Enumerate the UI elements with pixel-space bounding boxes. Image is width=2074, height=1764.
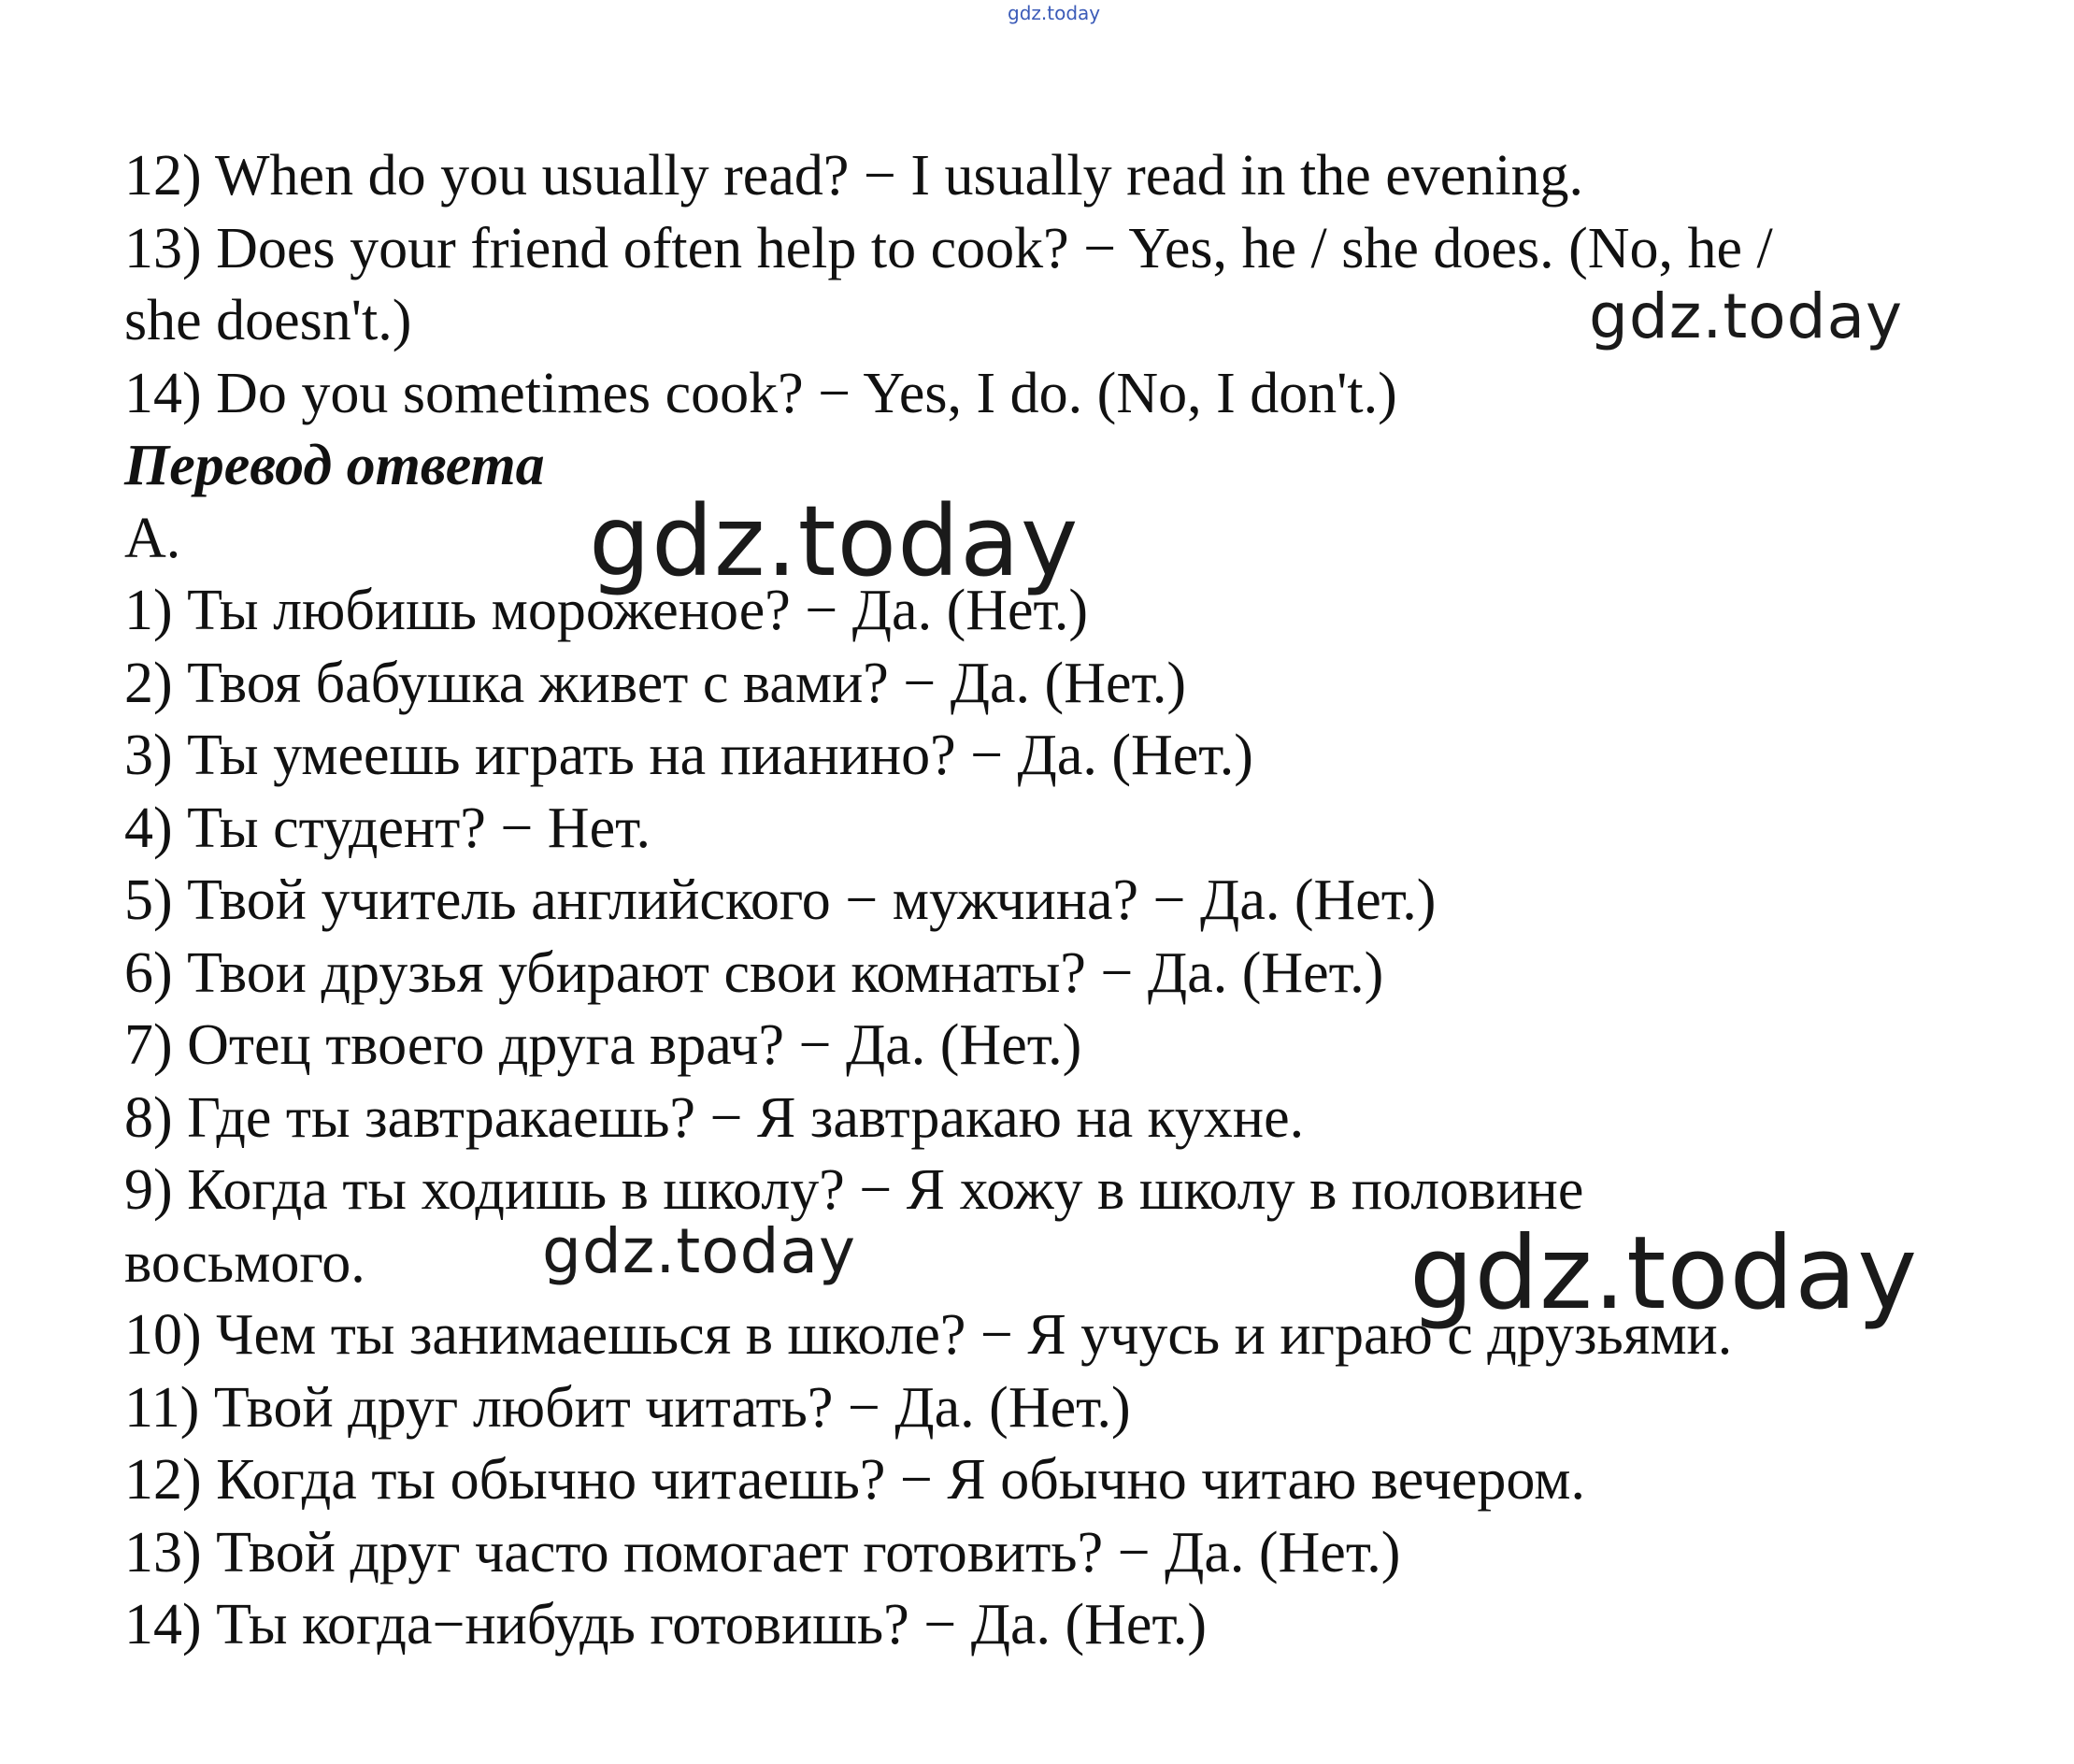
- document-body: [124, 140, 1994, 1662]
- text-line: 10) Чем ты занимаешься в школе? − Я учусь и играю с друзьями.: [124, 1303, 1733, 1367]
- text-line: 9) Когда ты ходишь в школу? − Я хожу в школу в половине: [124, 1158, 1584, 1222]
- watermark: gdz.today: [1589, 280, 1904, 352]
- text-line: 14) Do you sometimes cook? − Yes, I do. (No, I don't.): [124, 361, 1397, 425]
- section-label: А.: [124, 506, 181, 570]
- text-line: восьмого.: [124, 1230, 365, 1295]
- text-line: 6) Твои друзья убирают свои комнаты? − Да. (Нет.): [124, 940, 1384, 1005]
- watermark: gdz.today: [589, 484, 1080, 598]
- text-line: 8) Где ты завтракаешь? − Я завтракаю на кухне.: [124, 1085, 1305, 1150]
- text-line: 14) Ты когда−нибудь готовишь? − Да. (Нет.): [124, 1593, 1208, 1656]
- text-line: 1) Ты любишь мороженое? − Да. (Нет.): [124, 579, 1089, 642]
- section-heading: Перевод ответа: [124, 434, 545, 497]
- text-line: she doesn't.): [124, 289, 412, 352]
- text-line: 2) Твоя бабушка живет с вами? − Да. (Нет.): [124, 651, 1187, 715]
- text-line: 13) Твой друг часто помогает готовить? − Да. (Нет.): [124, 1520, 1401, 1585]
- text-line: 3) Ты умеешь играть на пианино? − Да. (Нет.): [124, 724, 1253, 787]
- watermark-top: gdz.today: [1008, 2, 1101, 24]
- text-line: 13) Does your friend often help to cook? − Yes, he / she does. (No, he /: [124, 216, 1773, 280]
- text-line: 11) Твой друг любит читать? − Да. (Нет.): [124, 1375, 1131, 1440]
- watermark: gdz.today: [1409, 1215, 1919, 1332]
- text-line: 12) Когда ты обычно читаешь? − Я обычно читаю вечером.: [124, 1448, 1585, 1512]
- watermark: gdz.today: [542, 1215, 857, 1287]
- text-line: 7) Отец твоего друга врач? − Да. (Нет.): [124, 1013, 1082, 1077]
- text-line: 5) Твой учитель английского − мужчина? − Да. (Нет.): [124, 868, 1437, 932]
- text-line: 12) When do you usually read? − I usually read in the evening.: [124, 144, 1583, 208]
- text-line: 4) Ты студент? − Нет.: [124, 796, 651, 860]
